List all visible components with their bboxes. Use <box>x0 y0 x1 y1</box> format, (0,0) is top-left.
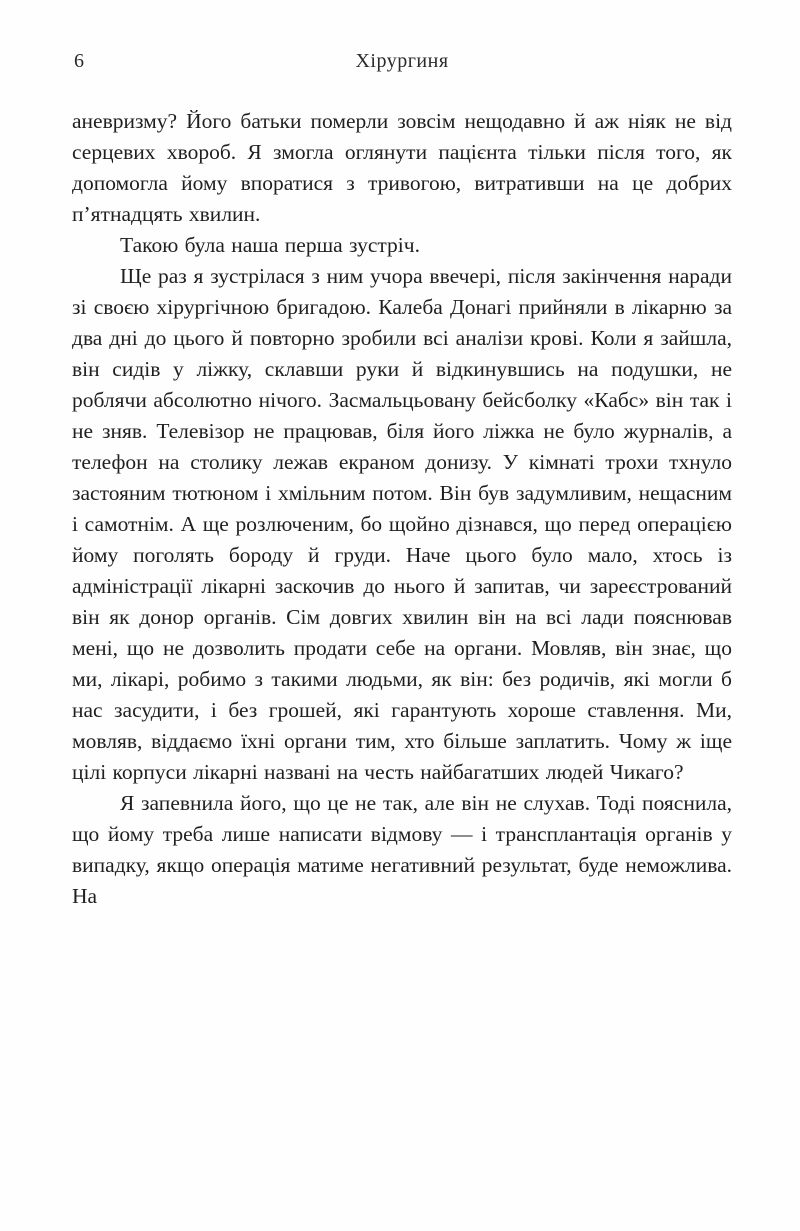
body-paragraph: Ще раз я зустрілася з ним учора ввечері, після закінчення наради зі своєю хірургічною бригадою. Калеба Донагі прийняли в лікарню за два дні до цього й повторно зробили всі аналізи крові. Коли я зайшла, він сидів у ліжку, склавши руки й відкинувшись на подушки, не роблячи абсолютно нічого. Засмальцьовану бейсболку «Кабс» він так і не зняв. Телевізор не працював, біля його ліжка не було журналів, а телефон на столику лежав екраном донизу. У кімнаті трохи тхнуло застояним тютюном і хмільним потом. Він був задумливим, нещасним і самотнім. А ще розлюченим, бо щойно дізнався, що перед операцією йому поголять бороду й груди. Наче цього було мало, хтось із адміністрації лікарні заскочив до нього й запитав, чи зареєстрований він як донор органів. Сім довгих хвилин він на всі лади пояснював мені, що не дозволить продати себе на органи. Мовляв, він знає, що ми, лікарі, робимо з такими людьми, як він: без родичів, які могли б нас засудити, і без грошей, які гарантують хороше ставлення. Ми, мовляв, віддаємо їхні органи тим, хто більше заплатить. Чому ж іще цілі корпуси лікарні названі на честь найбагатших людей Чикаго? <box>72 264 732 784</box>
page-number: 6 <box>74 50 84 72</box>
body-paragraph: Такою була наша перша зустріч. <box>120 233 420 257</box>
body-paragraph: аневризму? Його батьки померли зовсім нещодавно й аж ніяк не від серцевих хвороб. Я змогла оглянути пацієнта тільки після того, як допомогла йому впоратися з тривогою, витративши на це добрих п’ятнадцять хвилин. <box>72 109 732 226</box>
running-title: Хірургиня <box>355 50 449 72</box>
body-text <box>72 106 732 912</box>
running-head <box>72 50 732 80</box>
body-paragraph: Я запевнила його, що це не так, але він не слухав. Тоді пояснила, що йому треба лише написати відмову — і трансплантація органів у випадку, якщо операція матиме негативний результат, буде неможлива. На <box>72 791 732 908</box>
